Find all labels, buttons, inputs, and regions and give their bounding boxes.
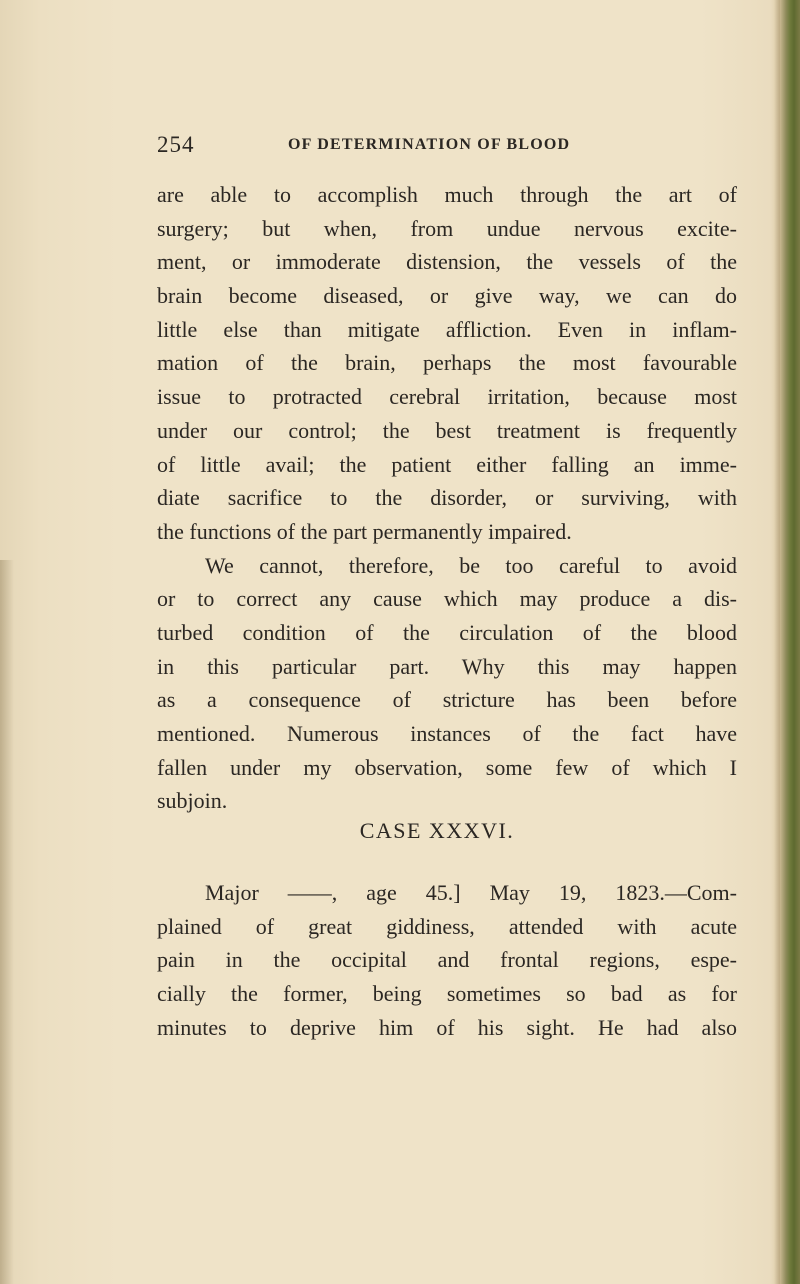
case-text	[157, 876, 737, 1044]
binding-edge	[780, 0, 800, 1284]
text-line: as a consequence of stricture has been before	[157, 687, 737, 713]
text-line: subjoin.	[157, 788, 228, 814]
text-line: turbed condition of the circulation of the blood	[157, 619, 737, 645]
text-line: or to correct any cause which may produce a dis-	[157, 586, 737, 612]
text-line: fallen under my observation, some few of which I	[157, 754, 737, 780]
running-head: OF DETERMINATION OF BLOOD	[288, 136, 571, 153]
text-line: diate sacrifice to the disorder, or surviving, with	[157, 485, 737, 511]
text-line: in this particular part. Why this may happen	[157, 653, 737, 679]
text-line: minutes to deprive him of his sight. He had also	[157, 1014, 737, 1040]
text-line: ment, or immoderate distension, the vessels of the	[157, 249, 737, 275]
text-line: Major ——, age 45.] May 19, 1823.—Com-	[205, 880, 737, 905]
text-line: under our control; the best treatment is frequently	[157, 417, 737, 443]
text-line: issue to protracted cerebral irritation, because most	[157, 384, 737, 410]
text-line: mentioned. Numerous instances of the fact have	[157, 721, 737, 746]
text-line: the functions of the part permanently impaired.	[157, 518, 572, 544]
text-line: surgery; but when, from undue nervous excite-	[157, 215, 737, 241]
text-line: little else than mitigate affliction. Even in inflam-	[157, 316, 737, 342]
text-line: of little avail; the patient either falling an imme-	[157, 451, 737, 477]
text-line: mation of the brain, perhaps the most favourable	[157, 350, 737, 376]
text-line: plained of great giddiness, attended with acute	[157, 913, 737, 939]
page-number: 254	[157, 132, 195, 157]
text-line: We cannot, therefore, be too careful to avoid	[205, 552, 737, 578]
text-line: are able to accomplish much through the art of	[157, 182, 737, 207]
page-left-edge	[0, 560, 14, 1284]
page-header	[157, 132, 757, 172]
case-heading: CASE XXXVI.	[359, 818, 515, 843]
body-text	[157, 178, 737, 818]
text-line: brain become diseased, or give way, we can do	[157, 283, 737, 309]
text-line: cially the former, being sometimes so bad as for	[157, 981, 737, 1007]
text-line: pain in the occipital and frontal regions, espe-	[157, 947, 737, 973]
